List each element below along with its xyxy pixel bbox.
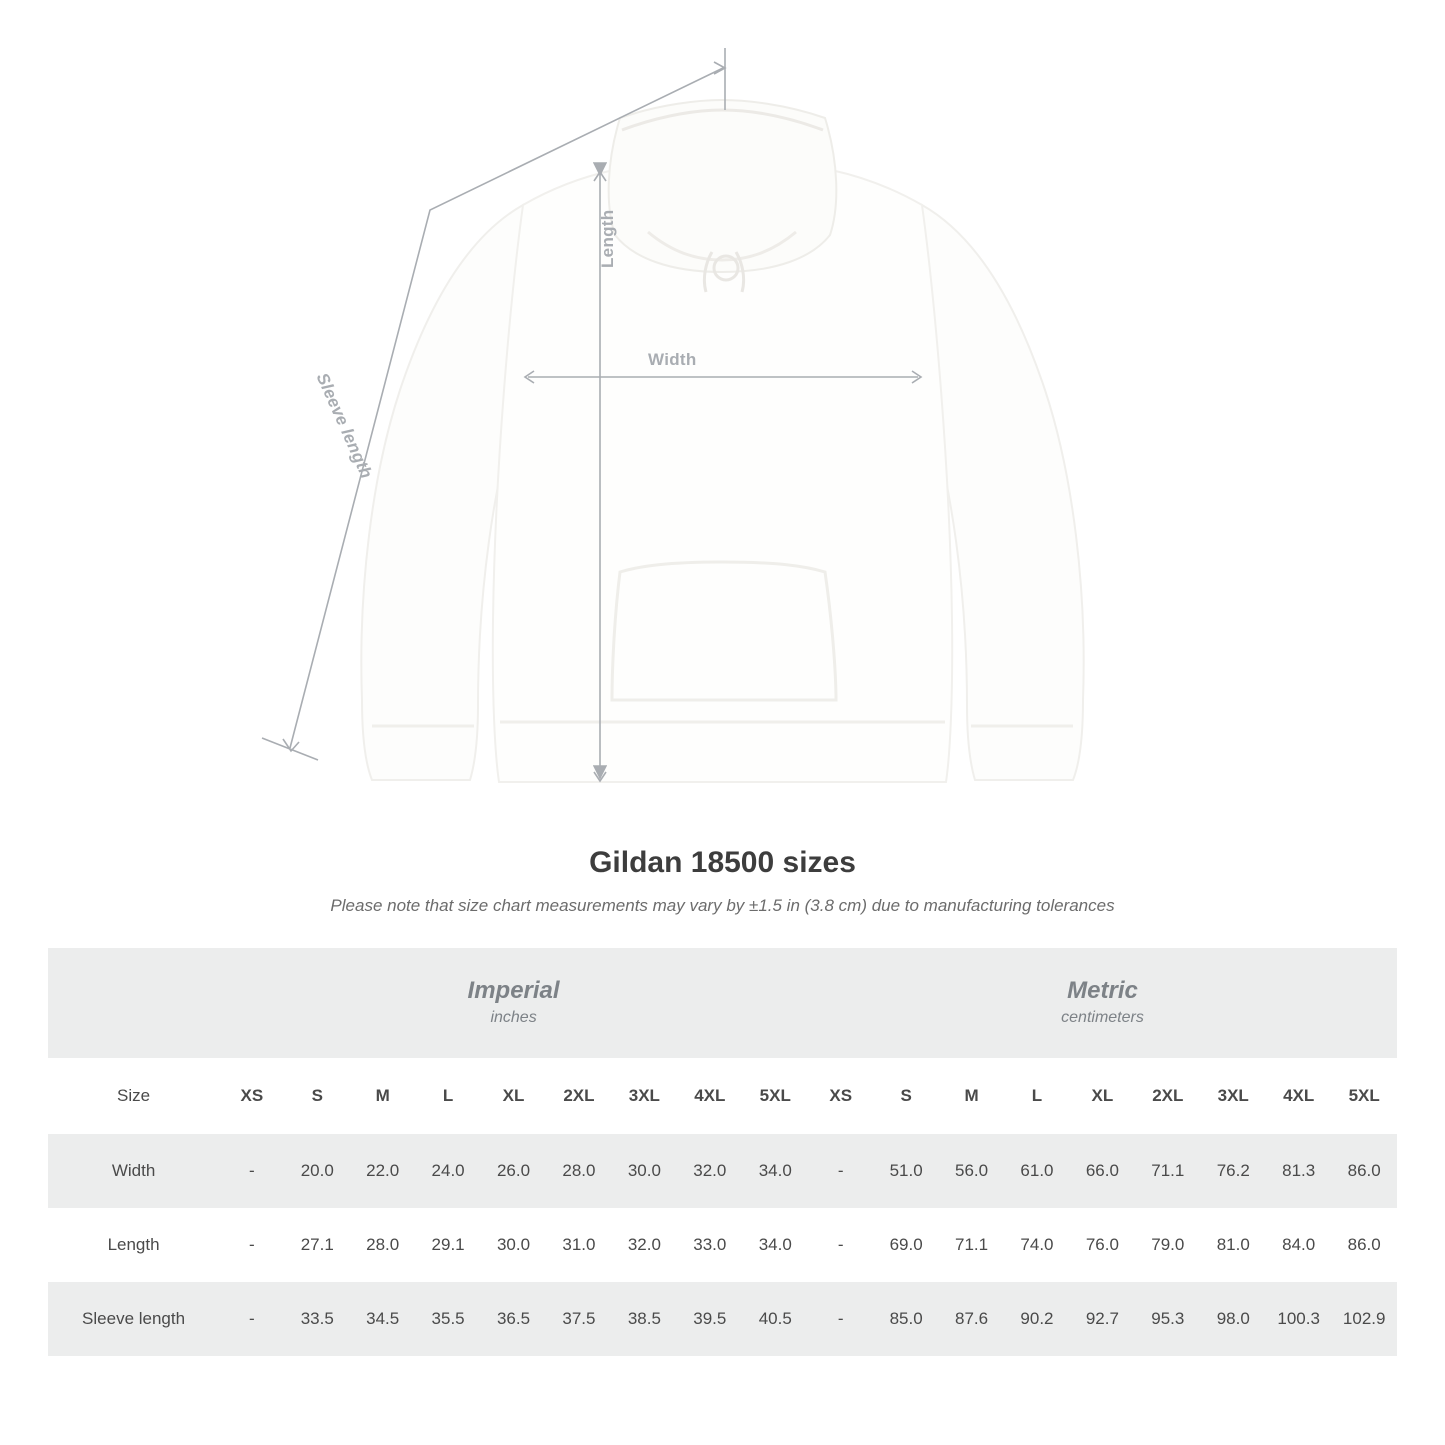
sleeve-metric-4xl: 100.3 xyxy=(1266,1282,1331,1356)
sleeve-metric-l: 90.2 xyxy=(1004,1282,1069,1356)
width-metric-xs: - xyxy=(808,1134,873,1208)
unit-sub-metric: centimeters xyxy=(1061,1009,1144,1026)
row-label-sleeve-length: Sleeve length xyxy=(48,1282,219,1356)
hoodie-shape xyxy=(361,100,1083,782)
size-table-wrap xyxy=(48,948,1397,1356)
table-row xyxy=(48,1134,1397,1208)
length-imperial-xl: 30.0 xyxy=(481,1208,546,1282)
size-header-imperial-2xl: 2XL xyxy=(546,1058,611,1134)
unit-header-metric xyxy=(808,948,1397,1058)
length-metric-xs: - xyxy=(808,1208,873,1282)
length-label: Length xyxy=(598,209,617,268)
length-imperial-3xl: 32.0 xyxy=(612,1208,677,1282)
size-header-imperial-xs: XS xyxy=(219,1058,284,1134)
sleeve-metric-m: 87.6 xyxy=(939,1282,1004,1356)
unit-name-imperial: Imperial xyxy=(467,977,560,1004)
size-table xyxy=(48,948,1397,1356)
width-metric-xl: 66.0 xyxy=(1070,1134,1135,1208)
width-metric-2xl: 71.1 xyxy=(1135,1134,1200,1208)
width-metric-5xl: 86.0 xyxy=(1331,1134,1397,1208)
size-header-metric-2xl: 2XL xyxy=(1135,1058,1200,1134)
length-imperial-l: 29.1 xyxy=(415,1208,480,1282)
sleeve-metric-2xl: 95.3 xyxy=(1135,1282,1200,1356)
size-header-imperial-5xl: 5XL xyxy=(743,1058,809,1134)
size-header-metric-3xl: 3XL xyxy=(1201,1058,1266,1134)
width-metric-4xl: 81.3 xyxy=(1266,1134,1331,1208)
length-imperial-5xl: 34.0 xyxy=(743,1208,809,1282)
width-metric-s: 51.0 xyxy=(873,1134,938,1208)
size-header-imperial-4xl: 4XL xyxy=(677,1058,742,1134)
sleeve-imperial-2xl: 37.5 xyxy=(546,1282,611,1356)
width-imperial-3xl: 30.0 xyxy=(612,1134,677,1208)
sleeve-imperial-xl: 36.5 xyxy=(481,1282,546,1356)
size-header-metric-xs: XS xyxy=(808,1058,873,1134)
length-imperial-4xl: 33.0 xyxy=(677,1208,742,1282)
sleeve-metric-xl: 92.7 xyxy=(1070,1282,1135,1356)
width-imperial-xs: - xyxy=(219,1134,284,1208)
sleeve-imperial-4xl: 39.5 xyxy=(677,1282,742,1356)
width-imperial-xl: 26.0 xyxy=(481,1134,546,1208)
row-label-width: Width xyxy=(48,1134,219,1208)
length-metric-l: 74.0 xyxy=(1004,1208,1069,1282)
unit-header-row xyxy=(48,948,1397,1058)
sleeve-imperial-s: 33.5 xyxy=(285,1282,350,1356)
length-metric-3xl: 81.0 xyxy=(1201,1208,1266,1282)
size-header-imperial-xl: XL xyxy=(481,1058,546,1134)
length-metric-5xl: 86.0 xyxy=(1331,1208,1397,1282)
length-imperial-2xl: 31.0 xyxy=(546,1208,611,1282)
size-header-metric-4xl: 4XL xyxy=(1266,1058,1331,1134)
unit-sub-imperial: inches xyxy=(490,1009,537,1026)
width-imperial-m: 22.0 xyxy=(350,1134,415,1208)
sleeve-metric-5xl: 102.9 xyxy=(1331,1282,1397,1356)
width-imperial-l: 24.0 xyxy=(415,1134,480,1208)
table-row xyxy=(48,1282,1397,1356)
length-imperial-s: 27.1 xyxy=(285,1208,350,1282)
page-title: Gildan 18500 sizes xyxy=(589,846,856,879)
sleeve-imperial-3xl: 38.5 xyxy=(612,1282,677,1356)
size-header-imperial-s: S xyxy=(285,1058,350,1134)
unit-name-metric: Metric xyxy=(1067,977,1138,1004)
size-header-row xyxy=(48,1058,1397,1134)
width-imperial-s: 20.0 xyxy=(285,1134,350,1208)
width-metric-l: 61.0 xyxy=(1004,1134,1069,1208)
tolerance-note: Please note that size chart measurements may vary by ±1.5 in (3.8 cm) due to manufacturing tolerances xyxy=(330,896,1115,915)
title-block xyxy=(0,846,1445,916)
length-metric-4xl: 84.0 xyxy=(1266,1208,1331,1282)
size-header-imperial-m: M xyxy=(350,1058,415,1134)
unit-header-spacer xyxy=(48,948,219,1058)
sleeve-imperial-xs: - xyxy=(219,1282,284,1356)
width-label: Width xyxy=(648,350,697,369)
unit-header-imperial xyxy=(219,948,808,1058)
width-imperial-5xl: 34.0 xyxy=(743,1134,809,1208)
length-metric-m: 71.1 xyxy=(939,1208,1004,1282)
size-header-metric-xl: XL xyxy=(1070,1058,1135,1134)
sleeve-metric-s: 85.0 xyxy=(873,1282,938,1356)
size-header-metric-l: L xyxy=(1004,1058,1069,1134)
size-header-metric-5xl: 5XL xyxy=(1331,1058,1397,1134)
length-imperial-m: 28.0 xyxy=(350,1208,415,1282)
length-imperial-xs: - xyxy=(219,1208,284,1282)
length-metric-s: 69.0 xyxy=(873,1208,938,1282)
width-metric-m: 56.0 xyxy=(939,1134,1004,1208)
row-label-length: Length xyxy=(48,1208,219,1282)
size-header-imperial-3xl: 3XL xyxy=(612,1058,677,1134)
size-header-label: Size xyxy=(48,1058,219,1134)
size-header-metric-s: S xyxy=(873,1058,938,1134)
sleeve-metric-xs: - xyxy=(808,1282,873,1356)
width-imperial-2xl: 28.0 xyxy=(546,1134,611,1208)
length-metric-2xl: 79.0 xyxy=(1135,1208,1200,1282)
sleeve-imperial-5xl: 40.5 xyxy=(743,1282,809,1356)
sleeve-metric-3xl: 98.0 xyxy=(1201,1282,1266,1356)
sleeve-imperial-m: 34.5 xyxy=(350,1282,415,1356)
sleeve-imperial-l: 35.5 xyxy=(415,1282,480,1356)
sleeve-length-label: Sleeve length xyxy=(312,370,377,482)
table-row xyxy=(48,1208,1397,1282)
length-metric-xl: 76.0 xyxy=(1070,1208,1135,1282)
width-imperial-4xl: 32.0 xyxy=(677,1134,742,1208)
width-metric-3xl: 76.2 xyxy=(1201,1134,1266,1208)
size-header-metric-m: M xyxy=(939,1058,1004,1134)
size-header-imperial-l: L xyxy=(415,1058,480,1134)
